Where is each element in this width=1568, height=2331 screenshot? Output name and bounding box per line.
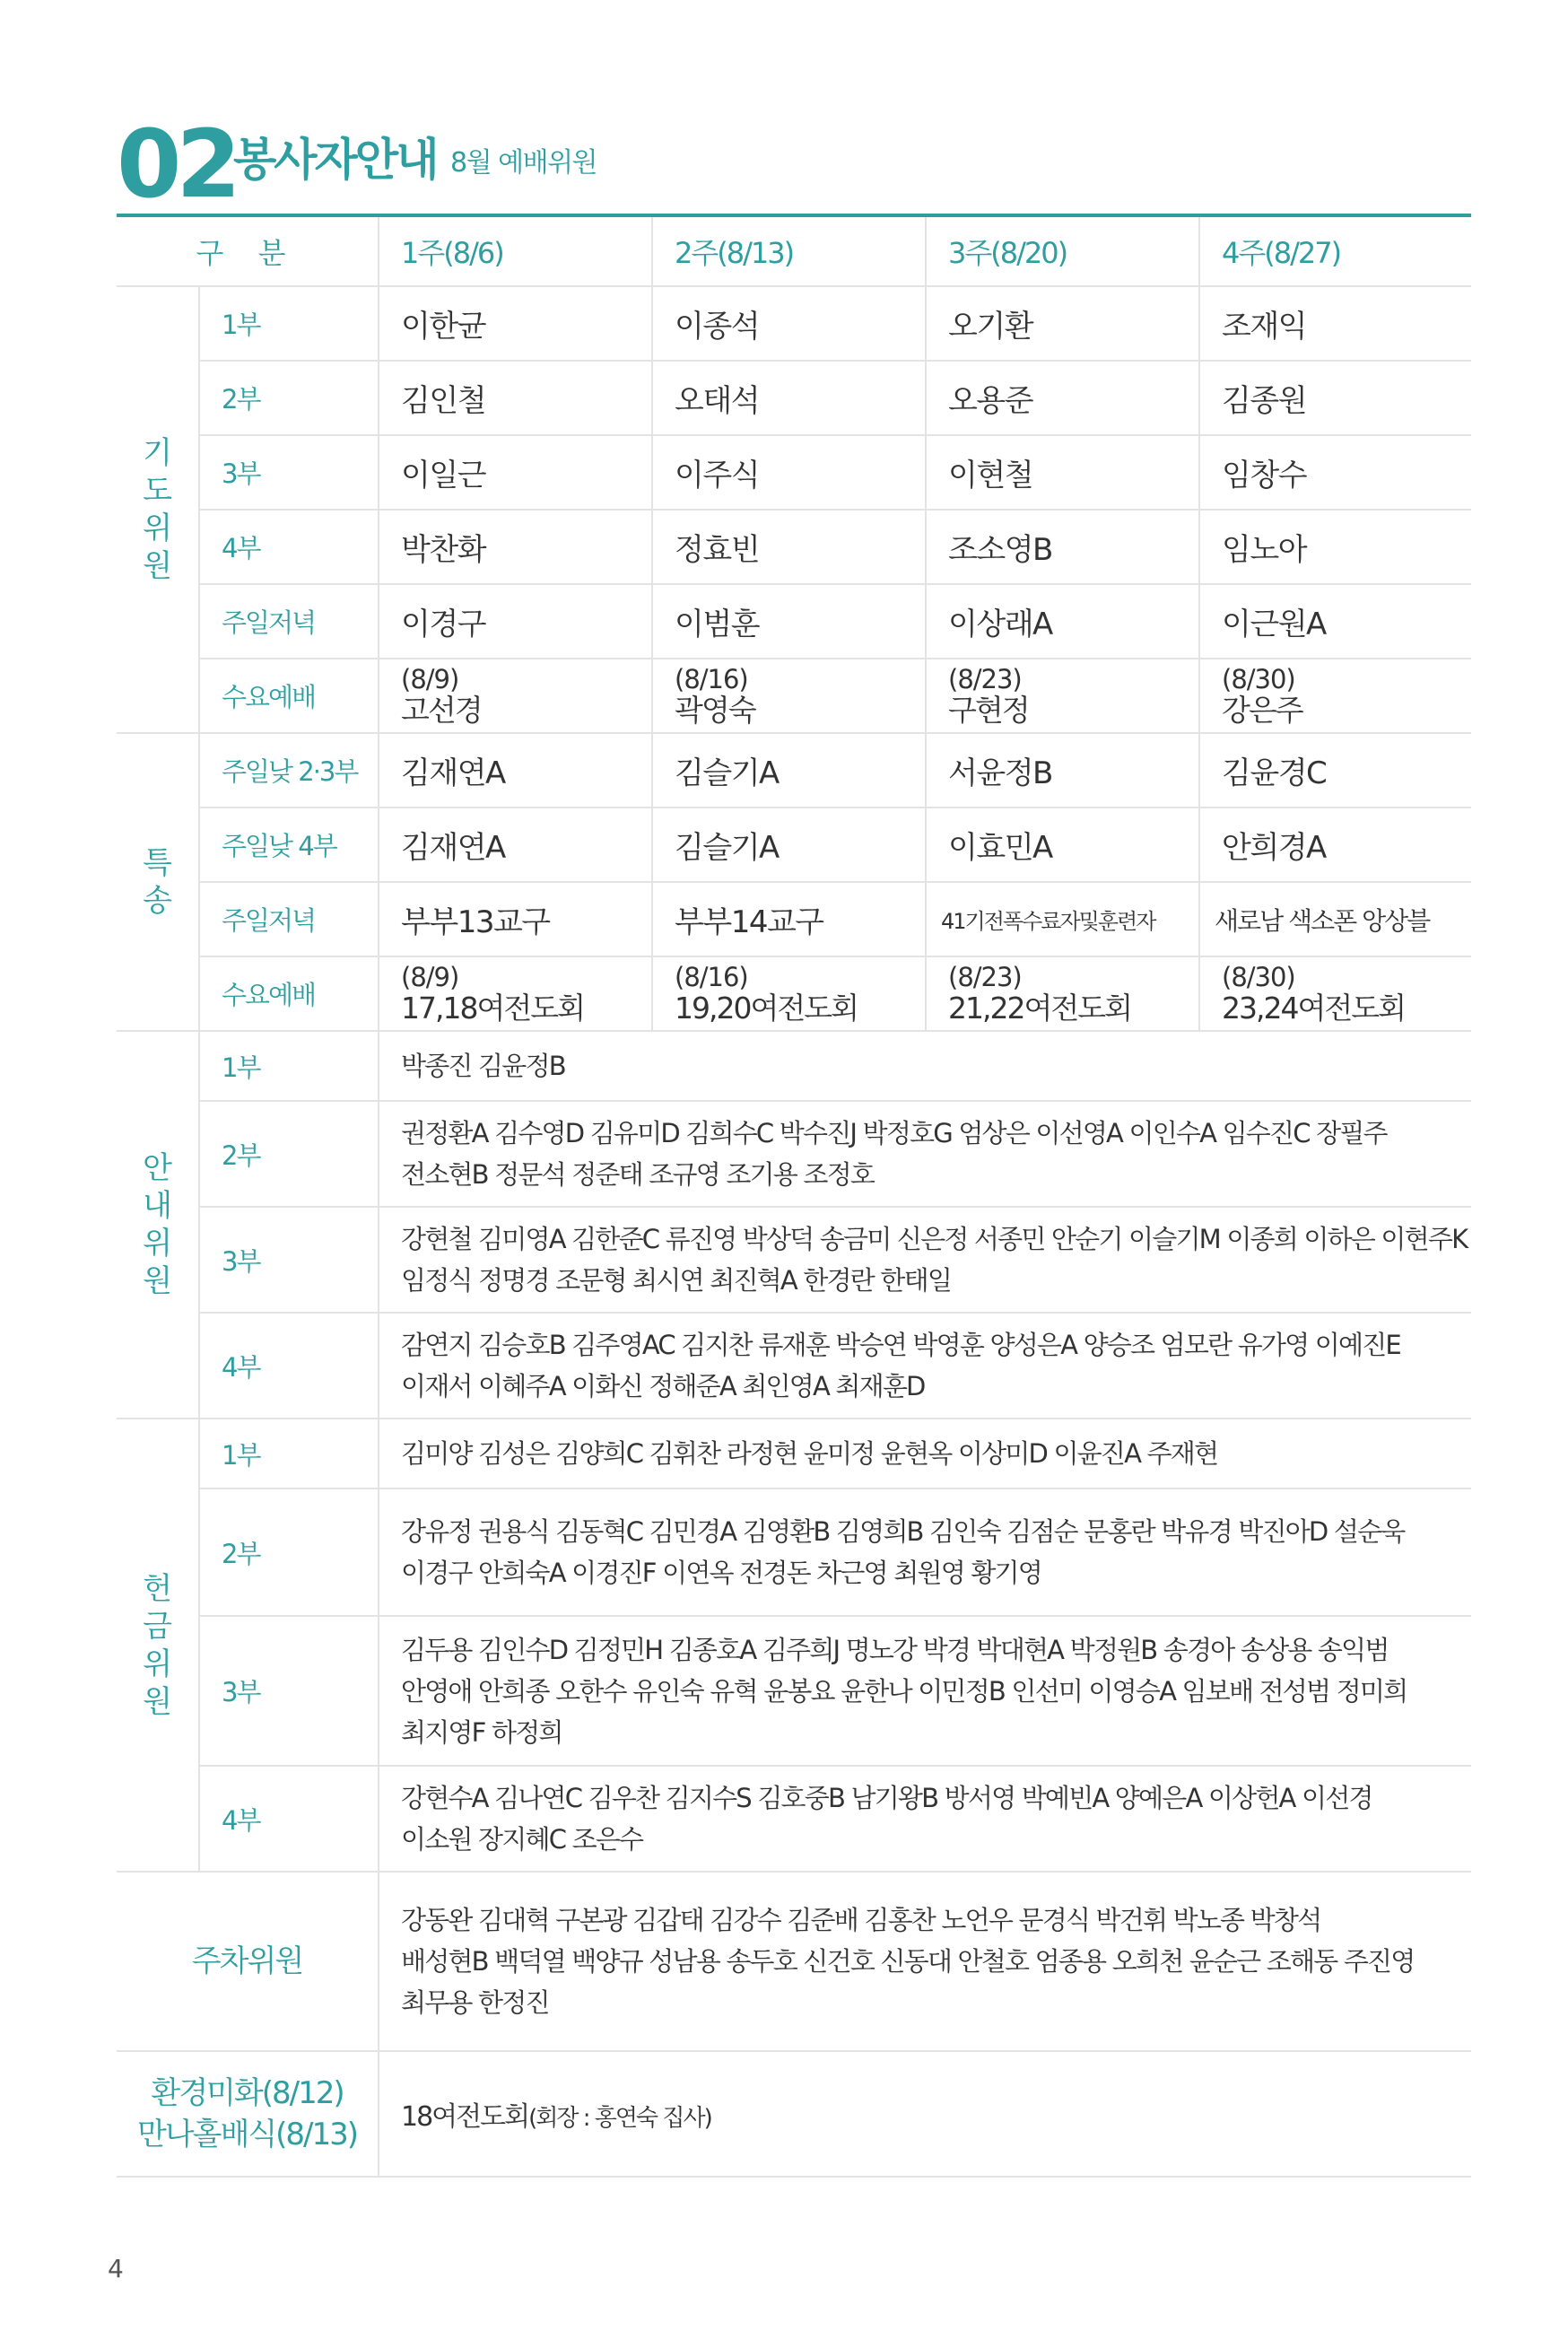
section-number: 02 (117, 109, 236, 219)
cell: 오용준 (926, 361, 1199, 435)
list-line: 박종진 김윤정B (401, 1051, 565, 1081)
volunteer-table (117, 214, 1471, 2178)
name-list (379, 1616, 1471, 1766)
cell (652, 659, 926, 733)
header-week3: 3주(8/20) (926, 215, 1199, 286)
cell-date: (8/30) (1222, 961, 1295, 992)
row-label: 4부 (199, 510, 379, 584)
env-value (379, 2051, 1471, 2177)
cell: 이현철 (926, 435, 1199, 510)
cell: 조재익 (1199, 286, 1471, 361)
cell-name: 곽영숙 (675, 692, 755, 728)
list-line: 김두용 김인수D 김정민H 김종호A 김주희J 명노강 박경 박대현A 박정원B 송경아 송상용 송익범 (401, 1634, 1389, 1665)
name-list (379, 1101, 1471, 1207)
row-label: 4부 (199, 1766, 379, 1872)
cell-date: (8/9) (401, 961, 459, 992)
row-label: 4부 (199, 1313, 379, 1419)
name-list (379, 1766, 1471, 1872)
list-line: 전소현B 정문석 정준태 조규영 조기용 조정호 (401, 1159, 875, 1190)
cell-name: 17,18여전도회 (401, 990, 584, 1026)
cell: 이한균 (379, 286, 652, 361)
cell: 이범훈 (652, 584, 926, 659)
row-label: 수요예배 (199, 956, 379, 1031)
cell: 김재연A (379, 733, 652, 808)
cell-name: 고선경 (401, 692, 482, 728)
list-line: 최지영F 하정희 (401, 1716, 562, 1748)
table-row (117, 2051, 1471, 2177)
list-line: 임정식 정명경 조문형 최시연 최진혁A 한경란 한태일 (401, 1265, 952, 1296)
list-line: 이재서 이혜주A 이화신 정해준A 최인영A 최재훈D (401, 1371, 925, 1401)
page-number: 4 (108, 2254, 124, 2283)
cell (379, 956, 652, 1031)
name-list (379, 1207, 1471, 1313)
row-label: 주일저녁 (199, 584, 379, 659)
cell: 오태석 (652, 361, 926, 435)
cell (926, 956, 1199, 1031)
row-label: 2부 (199, 1101, 379, 1207)
cell: 조소영B (926, 510, 1199, 584)
cell-date: (8/23) (948, 961, 1022, 992)
category-prayer: 기도위원 (117, 286, 199, 733)
table-row (117, 1419, 1471, 1489)
cell: 임창수 (1199, 435, 1471, 510)
cell: 김윤경C (1199, 733, 1471, 808)
row-label: 3부 (199, 1207, 379, 1313)
table-row (117, 1616, 1471, 1766)
cell: 김슬기A (652, 808, 926, 882)
table-row (117, 1031, 1471, 1101)
list-line: 최무용 한정진 (401, 1987, 549, 2018)
cell-name: 구현정 (948, 692, 1029, 728)
cell: 부부14교구 (652, 882, 926, 956)
table-row (117, 1489, 1471, 1616)
name-list (379, 1419, 1471, 1489)
cell-date: (8/16) (675, 663, 748, 694)
cell: 박찬화 (379, 510, 652, 584)
name-list (379, 1872, 1471, 2051)
table-row (117, 1872, 1471, 2051)
table-row (117, 1313, 1471, 1419)
cell (652, 956, 926, 1031)
cell-name: 21,22여전도회 (948, 990, 1131, 1026)
table-row (117, 882, 1471, 956)
row-label: 주일저녁 (199, 882, 379, 956)
cell-name: 23,24여전도회 (1222, 990, 1405, 1026)
table-header-row (117, 215, 1471, 286)
table-row (117, 956, 1471, 1031)
table-row (117, 1101, 1471, 1207)
section-title: 봉사자안내 (233, 134, 437, 186)
list-line: 강현철 김미영A 김한준C 류진영 박상덕 송금미 신은정 서종민 안순기 이슬기M 이종희 이하은 이현주K (401, 1224, 1468, 1254)
list-line: 감연지 김승호B 김주영AC 김지찬 류재훈 박승연 박영훈 양성은A 양승조 엄모란 유가영 이예진E (401, 1330, 1400, 1360)
row-label: 2부 (199, 1489, 379, 1616)
cell-date: (8/9) (401, 663, 459, 694)
cell: 김인철 (379, 361, 652, 435)
cell: 안희경A (1199, 808, 1471, 882)
list-line: 배성현B 백덕열 백양규 성남용 송두호 신건호 신동대 안철호 엄종용 오희천 윤순근 조해동 주진영 (401, 1946, 1415, 1977)
cell-date: (8/30) (1222, 663, 1295, 694)
list-line: 이소원 장지혜C 조은수 (401, 1824, 643, 1855)
list-line: 강현수A 김나연C 김우찬 김지수S 김호중B 남기왕B 방서영 박예빈A 양예은A 이상헌A 이선경 (401, 1783, 1372, 1813)
cell: 이근원A (1199, 584, 1471, 659)
row-label: 3부 (199, 435, 379, 510)
header-category: 구 분 (117, 215, 379, 286)
row-label: 1부 (199, 1031, 379, 1101)
category-parking: 주차위원 (117, 1872, 379, 2051)
cell: 이경구 (379, 584, 652, 659)
table-row (117, 808, 1471, 882)
cell: 김종원 (1199, 361, 1471, 435)
row-label: 2부 (199, 361, 379, 435)
table-row (117, 286, 1471, 361)
table-row (117, 733, 1471, 808)
table-row (117, 435, 1471, 510)
cell: 김재연A (379, 808, 652, 882)
table-row (117, 1766, 1471, 1872)
cell: 이상래A (926, 584, 1199, 659)
header-week1: 1주(8/6) (379, 215, 652, 286)
row-label: 주일낮 4부 (199, 808, 379, 882)
cell-name: 강은주 (1222, 692, 1302, 728)
section-subtitle: 8월 예배위원 (450, 147, 597, 179)
category-env-line: 만나홀배식(8/13) (136, 2117, 358, 2152)
env-value-note: (회장 : 홍연숙 집사) (528, 2105, 711, 2132)
list-line: 권정환A 김수영D 김유미D 김희수C 박수진J 박정호G 엄상은 이선영A 이인수A 임수진C 장필주 (401, 1118, 1387, 1148)
header-week2: 2주(8/13) (652, 215, 926, 286)
cell: 정효빈 (652, 510, 926, 584)
env-value-text: 18여전도회 (401, 2101, 529, 2133)
list-line: 강동완 김대혁 구본광 김갑태 김강수 김준배 김홍찬 노언우 문경식 박건휘 박노종 박창석 (401, 1905, 1321, 1935)
cell (1199, 956, 1471, 1031)
row-label: 1부 (199, 1419, 379, 1489)
name-list (379, 1313, 1471, 1419)
cell: 오기환 (926, 286, 1199, 361)
cell: 서윤정B (926, 733, 1199, 808)
cell: 부부13교구 (379, 882, 652, 956)
list-line: 김미양 김성은 김양희C 김휘찬 라정현 윤미정 윤현옥 이상미D 이윤진A 주재현 (401, 1438, 1218, 1469)
cell (379, 659, 652, 733)
cell-date: (8/23) (948, 663, 1022, 694)
name-list (379, 1489, 1471, 1616)
cell: 새로남 색소폰 앙상블 (1199, 882, 1471, 956)
row-label: 1부 (199, 286, 379, 361)
category-env (117, 2051, 379, 2177)
cell: 이종석 (652, 286, 926, 361)
cell-date: (8/16) (675, 961, 748, 992)
table-row (117, 510, 1471, 584)
table-row (117, 659, 1471, 733)
list-line: 이경구 안희숙A 이경진F 이연옥 전경돈 차근영 최원영 황기영 (401, 1558, 1041, 1588)
cell: 이주식 (652, 435, 926, 510)
cell: 임노아 (1199, 510, 1471, 584)
row-label: 주일낮 2·3부 (199, 733, 379, 808)
cell: 김슬기A (652, 733, 926, 808)
table-row (117, 361, 1471, 435)
header-week4: 4주(8/27) (1199, 215, 1471, 286)
cell: 이효민A (926, 808, 1199, 882)
cell: 이일근 (379, 435, 652, 510)
list-line: 안영애 안희종 오한수 유인숙 유혁 윤봉요 윤한나 이민정B 인선미 이영승A 임보배 전성범 정미희 (401, 1675, 1407, 1707)
category-offering: 헌금위원 (117, 1419, 199, 1872)
category-usher: 안내위원 (117, 1031, 199, 1419)
cell: 41기전폭수료자및훈련자 (926, 882, 1199, 956)
cell (926, 659, 1199, 733)
name-list (379, 1031, 1471, 1101)
list-line: 강유정 권용식 김동혁C 김민경A 김영환B 김영희B 김인숙 김점순 문홍란 박유경 박진아D 설순욱 (401, 1516, 1405, 1547)
cell-name: 19,20여전도회 (675, 990, 858, 1026)
cell (1199, 659, 1471, 733)
table-row (117, 1207, 1471, 1313)
row-label: 3부 (199, 1616, 379, 1766)
row-label: 수요예배 (199, 659, 379, 733)
table-row (117, 584, 1471, 659)
category-special: 특송 (117, 733, 199, 1031)
category-env-line: 환경미화(8/12) (151, 2075, 344, 2111)
